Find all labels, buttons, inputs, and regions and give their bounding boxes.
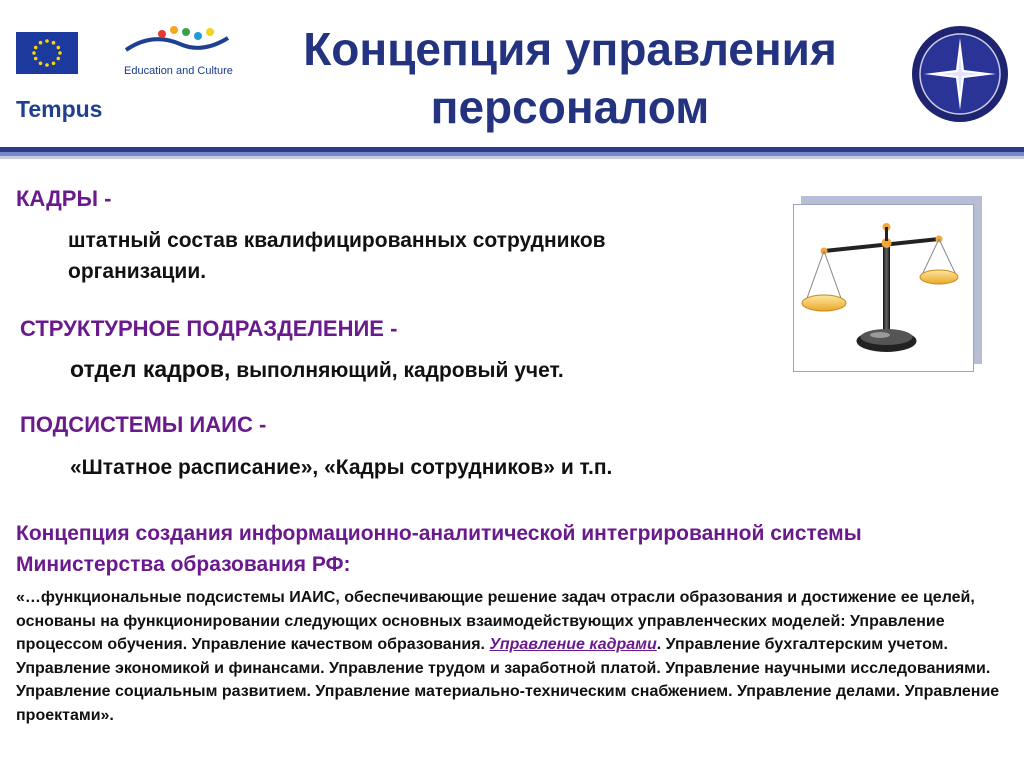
header-rule-light [0, 156, 1024, 159]
eu-flag-icon [16, 32, 78, 74]
term-kadry: КАДРЫ - [16, 186, 112, 211]
quote-part-2: . Управление бухгалтерским учетом. Управление экономикой и финансами. Управление трудом и заработной платой. Управление научными исследованиями. Управление социальным развитием. Управление материально-техническим снабжением. Управление делами. Управление проектами». [16, 636, 1000, 724]
definition-structural-unit-lead: отдел кадров, [70, 356, 231, 382]
definition-subsystems: «Штатное расписание», «Кадры сотрудников» и т.п. [70, 456, 613, 479]
tempus-label: Tempus [16, 96, 103, 122]
concept-heading: Концепция создания информационно-аналитической интегрированной системы Министерства образования РФ: [16, 522, 862, 576]
definition-structural-unit [70, 354, 790, 386]
term-structural-unit: СТРУКТУРНОЕ ПОДРАЗДЕЛЕНИЕ - [20, 316, 398, 341]
definition-structural-unit-rest: выполняющий, кадровый учет. [230, 359, 564, 382]
quote-highlight-personnel: Управление кадрами [489, 636, 657, 653]
quote-part-1: «…функциональные подсистемы ИАИС, обеспечивающие решение задач отрасли образования и достижение ее целей, основаны на функционировании следующих основных взаимодействующих управленческих моделей: Управление процессом обучения. Управление качеством образования. [16, 589, 975, 653]
definition-kadry: штатный состав квалифицированных сотрудников организации. [68, 229, 606, 283]
education-culture-logo-icon [122, 24, 232, 60]
scales-icon [794, 205, 973, 371]
education-culture-label: Education and Culture [124, 65, 233, 77]
term-subsystems: ПОДСИСТЕМЫ ИАИС - [20, 412, 267, 437]
scales-picture [793, 204, 974, 372]
logos-panel [10, 18, 272, 128]
concept-quote [16, 586, 1012, 727]
university-seal-icon [910, 24, 1010, 124]
page-title: Концепция управления персоналом [303, 23, 837, 133]
